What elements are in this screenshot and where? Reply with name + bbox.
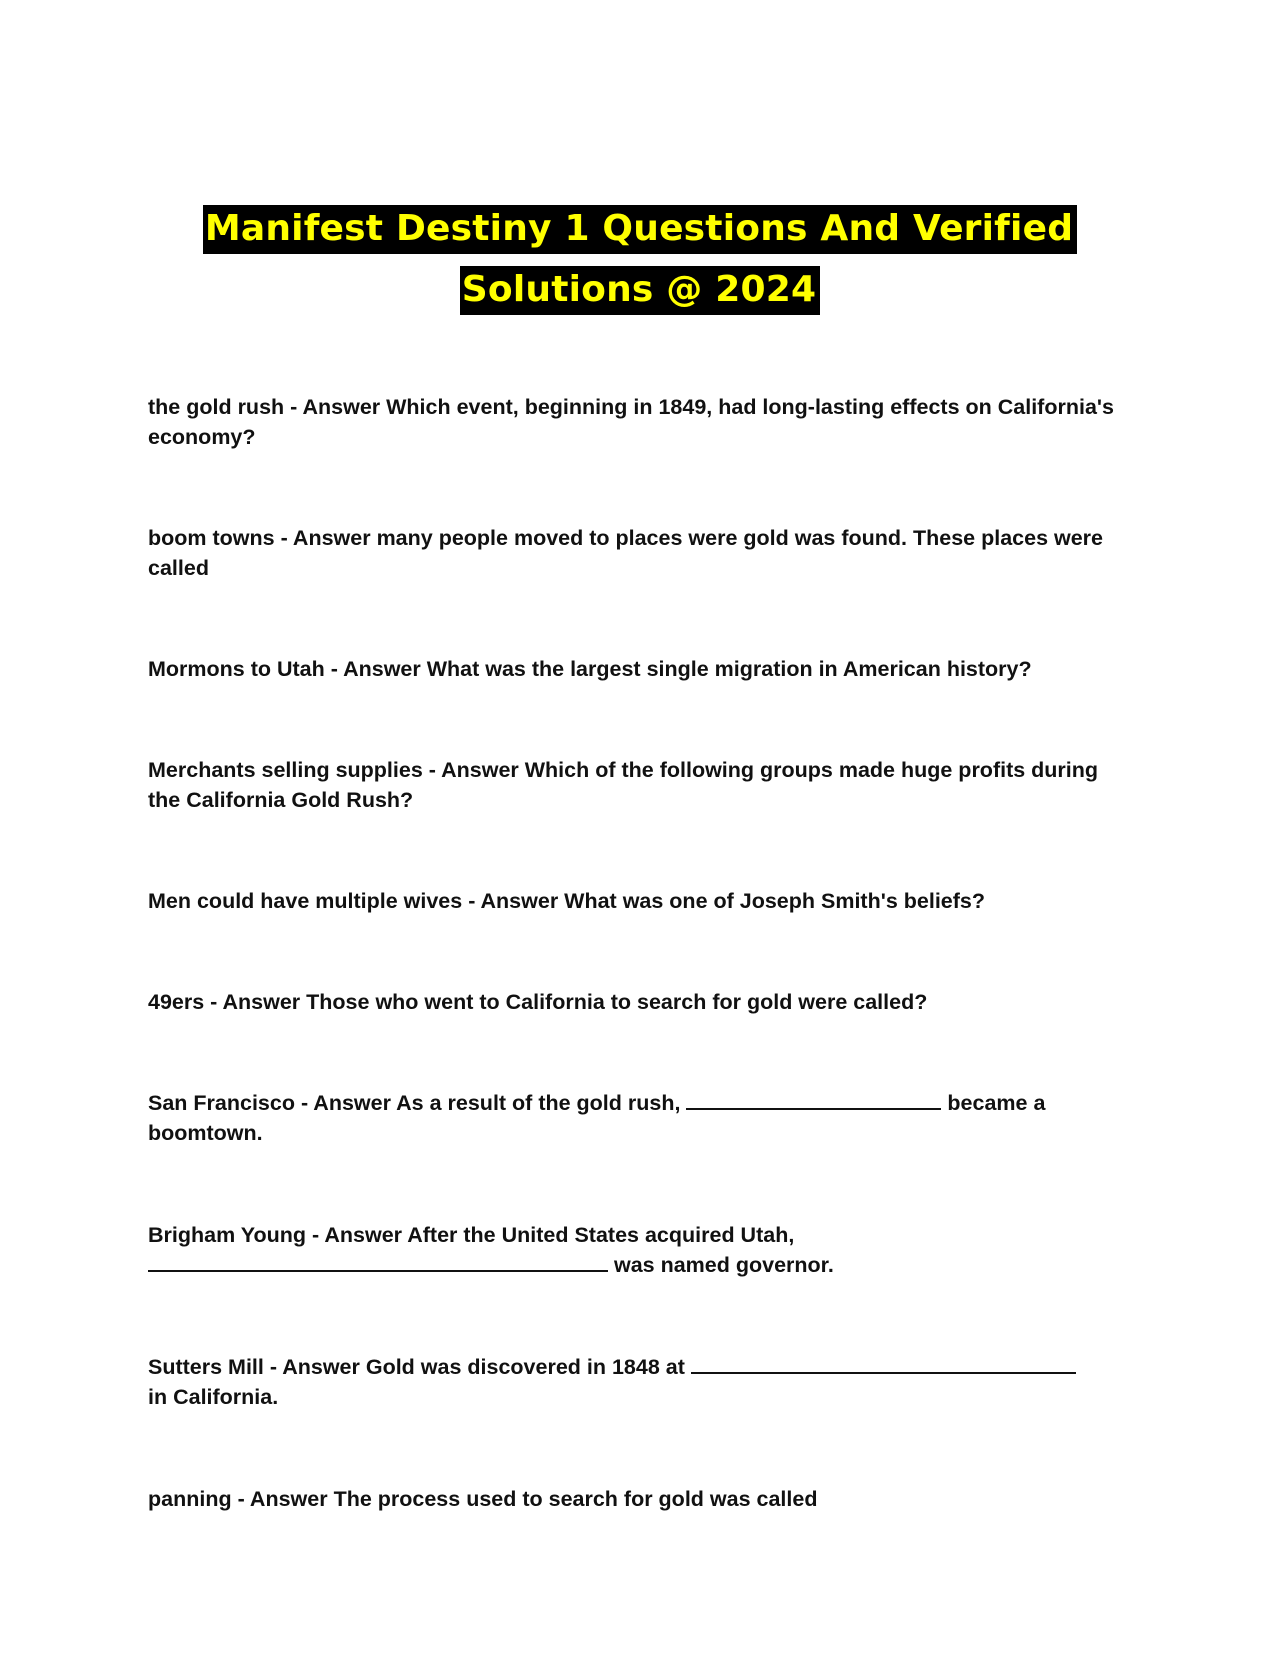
qa-answer: 49ers (148, 990, 205, 1014)
qa-item (148, 392, 1128, 452)
qa-answer: Merchants selling supplies (148, 758, 423, 782)
qa-answer: Sutters Mill (148, 1355, 264, 1379)
qa-question: Which event, beginning in 1849, had long-lasting effects on California's economy? (148, 395, 1114, 449)
qa-item (148, 523, 1128, 583)
qa-question: Which of the following groups made huge profits during the California Gold Rush? (148, 758, 1099, 812)
qa-separator: - Answer (263, 1355, 366, 1379)
qa-separator: - Answer (274, 526, 377, 550)
document-title (0, 198, 1280, 320)
qa-question: What was one of Joseph Smith's beliefs? (564, 889, 986, 913)
qa-question: many people moved to places were gold was found. These places were called (148, 526, 1104, 580)
qa-separator: - Answer (462, 889, 565, 913)
qa-question-before: After the United States acquired Utah, (407, 1223, 795, 1247)
qa-answer: Men could have multiple wives (148, 889, 463, 913)
qa-separator: - Answer (294, 1091, 397, 1115)
qa-item (148, 1088, 1128, 1148)
qa-answer: boom towns (148, 526, 275, 550)
qa-answer: panning (148, 1487, 232, 1511)
qa-answer: Mormons to Utah (148, 657, 325, 681)
qa-question: The process used to search for gold was called (333, 1487, 818, 1511)
qa-separator: - Answer (231, 1487, 334, 1511)
qa-separator: - Answer (284, 395, 387, 419)
qa-answer: the gold rush (148, 395, 285, 419)
qa-question-after: became a boomtown. (148, 1091, 1046, 1145)
title-line-2: Solutions @ 2024 (460, 266, 820, 315)
fill-in-blank (148, 1250, 608, 1272)
title-line-1: Manifest Destiny 1 Questions And Verified (203, 205, 1077, 254)
fill-in-blank (691, 1352, 1076, 1374)
qa-item (148, 654, 1128, 684)
qa-answer: San Francisco (148, 1091, 295, 1115)
qa-question-after: in California. (148, 1385, 279, 1409)
qa-separator: - Answer (306, 1223, 408, 1247)
qa-question: Those who went to California to search for gold were called? (306, 990, 928, 1014)
qa-question-before: Gold was discovered in 1848 at (365, 1355, 691, 1379)
qa-separator: - Answer (324, 657, 427, 681)
qa-question: What was the largest single migration in American history? (426, 657, 1032, 681)
qa-item (148, 886, 1128, 916)
qa-item (148, 987, 1128, 1017)
qa-question-after: was named governor. (608, 1253, 834, 1277)
qa-item (148, 755, 1128, 815)
qa-item (148, 1220, 1128, 1280)
qa-answer: Brigham Young (148, 1223, 307, 1247)
qa-separator: - Answer (204, 990, 307, 1014)
qa-item (148, 1484, 1128, 1514)
qa-separator: - Answer (422, 758, 525, 782)
qa-question-before: As a result of the gold rush, (396, 1091, 687, 1115)
qa-item (148, 1352, 1128, 1412)
fill-in-blank (686, 1088, 941, 1110)
